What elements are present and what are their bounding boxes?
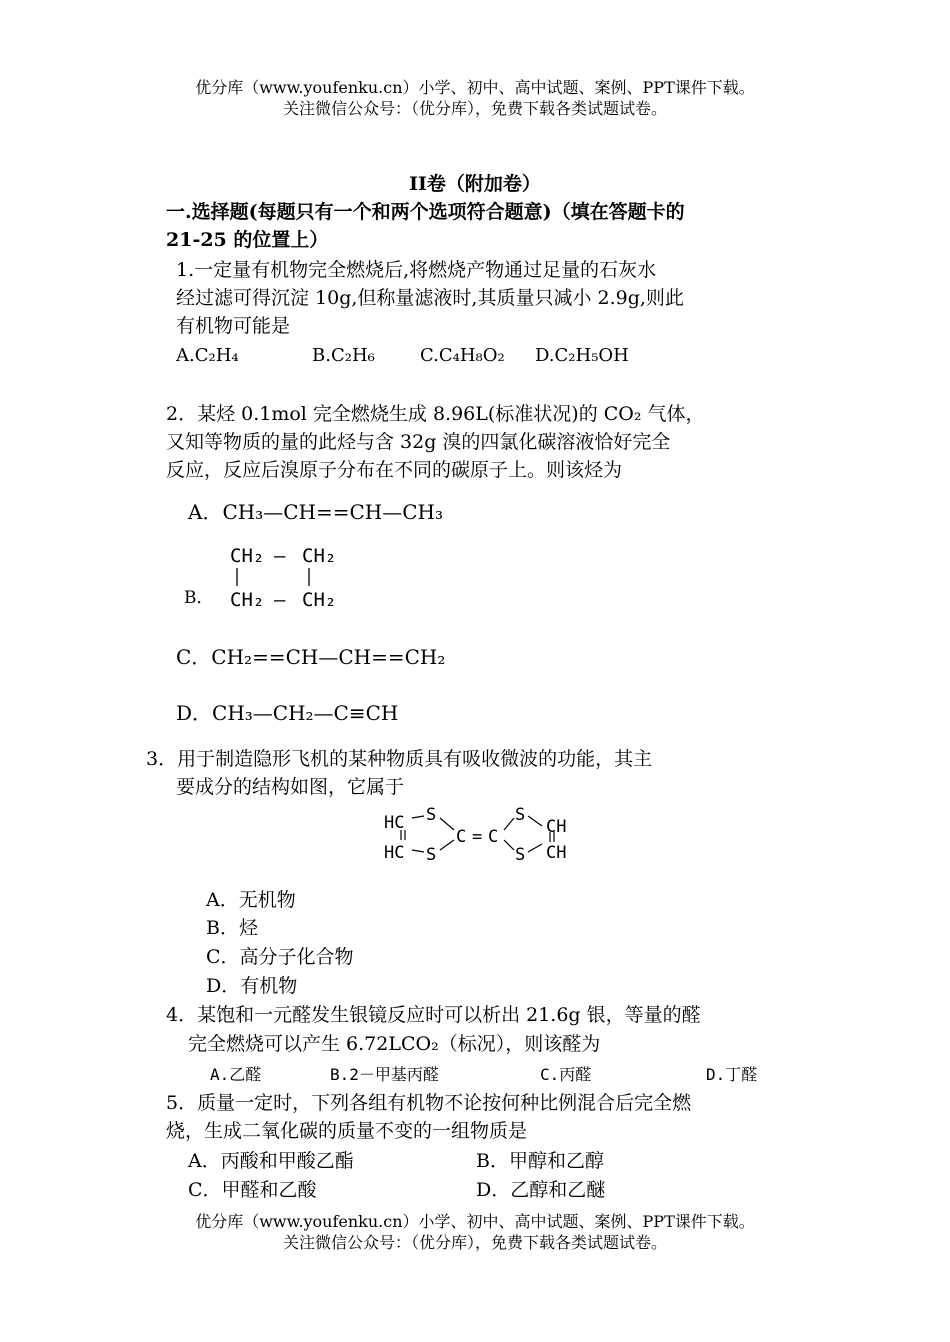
question-4-option-c: C.丙醛 bbox=[540, 1065, 592, 1084]
cyclobutane-structure bbox=[226, 540, 356, 614]
structure-b-label-3: CH₂ bbox=[302, 545, 337, 567]
question-4-line-2: 完全燃烧可以产生 6.72LCO₂（标况），则该醛为 bbox=[188, 1033, 601, 1055]
footer-line-2: 关注微信公众号：（优分库），免费下载各类试题试卷。 bbox=[282, 1233, 667, 1252]
ttf-bond-5 bbox=[440, 818, 454, 830]
ttf-label-2: HC bbox=[384, 843, 405, 863]
question-1-option-c: C.C₄H₈O₂ bbox=[420, 345, 505, 366]
question-5-option-d: D．乙醇和乙醚 bbox=[476, 1179, 606, 1201]
question-3-line-1: 3．用于制造隐形飞机的某种物质具有吸收微波的功能，其主 bbox=[146, 748, 653, 770]
ttf-label-5: C bbox=[456, 827, 467, 847]
section-heading-line-2: 21-25 的位置上） bbox=[166, 229, 329, 251]
ttf-bond-8 bbox=[504, 840, 514, 850]
question-1-line-2: 经过滤可得沉淀 10g,但称量滤液时,其质量只减小 2.9g,则此 bbox=[176, 287, 684, 309]
tetrathiafulvalene-structure bbox=[380, 802, 580, 868]
question-1-line-3: 有机物可能是 bbox=[176, 315, 291, 337]
ttf-label-7: C bbox=[488, 827, 499, 847]
question-5-option-a: A．丙酸和甲酸乙酯 bbox=[188, 1150, 354, 1172]
question-1-option-d: D.C₂H₅OH bbox=[535, 345, 629, 366]
question-3-option-b: B．烃 bbox=[206, 917, 258, 939]
ttf-bond-6 bbox=[440, 840, 454, 850]
section-heading-line-1: 一.选择题(每题只有一个和两个选项符合题意)（填在答题卡的 bbox=[166, 201, 685, 223]
question-2-line-1: 2．某烃 0.1mol 完全燃烧生成 8.96L(标准状况)的 CO₂ 气体， bbox=[166, 403, 705, 425]
ttf-label-6: = bbox=[472, 827, 483, 847]
structure-b-label-2: — bbox=[274, 545, 286, 567]
question-2-option-d: D．CH₃—CH₂—C≡CH bbox=[176, 701, 399, 725]
header-line-2: 关注微信公众号：（优分库），免费下载各类试题试卷。 bbox=[282, 99, 667, 118]
question-1-line-1: 1.一定量有机物完全燃烧后,将燃烧产物通过足量的石灰水 bbox=[176, 259, 657, 281]
footer-line-1: 优分库（www.youfenku.cn）小学、初中、高中试题、案例、PPT课件下载。 bbox=[195, 1212, 755, 1231]
ttf-bond-10 bbox=[528, 844, 542, 852]
question-4-line-1: 4．某饱和一元醛发生银镜反应时可以析出 21.6g 银，等量的醛 bbox=[166, 1004, 701, 1026]
ttf-bond-7 bbox=[504, 818, 514, 830]
question-2-line-2: 又知等物质的量的此烃与含 32g 溴的四氯化碳溶液恰好完全 bbox=[166, 431, 671, 453]
ttf-label-1: HC bbox=[384, 813, 405, 833]
ttf-label-11: CH bbox=[546, 843, 567, 863]
ttf-bond-9 bbox=[528, 816, 542, 826]
ttf-label-3: S bbox=[426, 805, 437, 825]
question-4-option-b: B.2－甲基丙醛 bbox=[330, 1065, 439, 1084]
question-2-option-c: C．CH₂==CH—CH==CH₂ bbox=[176, 645, 446, 669]
question-2-line-3: 反应，反应后溴原子分布在不同的碳原子上。则该烃为 bbox=[166, 459, 623, 481]
structure-b-label-5: — bbox=[274, 589, 286, 611]
page-title: II卷（附加卷） bbox=[409, 173, 541, 195]
structure-b-label-6: CH₂ bbox=[302, 589, 337, 611]
ttf-bond-4 bbox=[412, 850, 424, 852]
header-line-1: 优分库（www.youfenku.cn）小学、初中、高中试题、案例、PPT课件下载。 bbox=[195, 78, 755, 97]
question-3-option-a: A．无机物 bbox=[206, 889, 296, 911]
question-5-line-1: 5．质量一定时，下列各组有机物不论按何种比例混合后完全燃 bbox=[166, 1092, 692, 1114]
question-5-line-2: 烧，生成二氧化碳的质量不变的一组物质是 bbox=[166, 1120, 528, 1142]
question-3-line-2: 要成分的结构如图，它属于 bbox=[176, 776, 405, 798]
ttf-label-8: S bbox=[515, 805, 526, 825]
ttf-bond-3 bbox=[412, 816, 424, 818]
question-3-option-d: D．有机物 bbox=[206, 975, 298, 997]
question-4-option-a: A.乙醛 bbox=[210, 1065, 262, 1084]
question-1-option-a: A.C₂H₄ bbox=[176, 345, 239, 366]
question-2-option-a: A．CH₃—CH==CH—CH₃ bbox=[188, 500, 443, 524]
question-4-option-d: D.丁醛 bbox=[706, 1065, 758, 1084]
question-3-option-c: C．高分子化合物 bbox=[206, 946, 354, 968]
structure-b-label-4: CH₂ bbox=[230, 589, 265, 611]
ttf-label-10: CH bbox=[546, 817, 567, 837]
question-5-option-c: C．甲醛和乙酸 bbox=[188, 1179, 317, 1201]
question-1-option-b: B.C₂H₆ bbox=[312, 345, 375, 366]
structure-b-label-1: CH₂ bbox=[230, 545, 265, 567]
question-2-option-b-label: B． bbox=[184, 588, 214, 608]
ttf-label-9: S bbox=[515, 845, 526, 865]
question-5-option-b: B．甲醇和乙醇 bbox=[476, 1150, 604, 1172]
ttf-label-4: S bbox=[426, 845, 437, 865]
